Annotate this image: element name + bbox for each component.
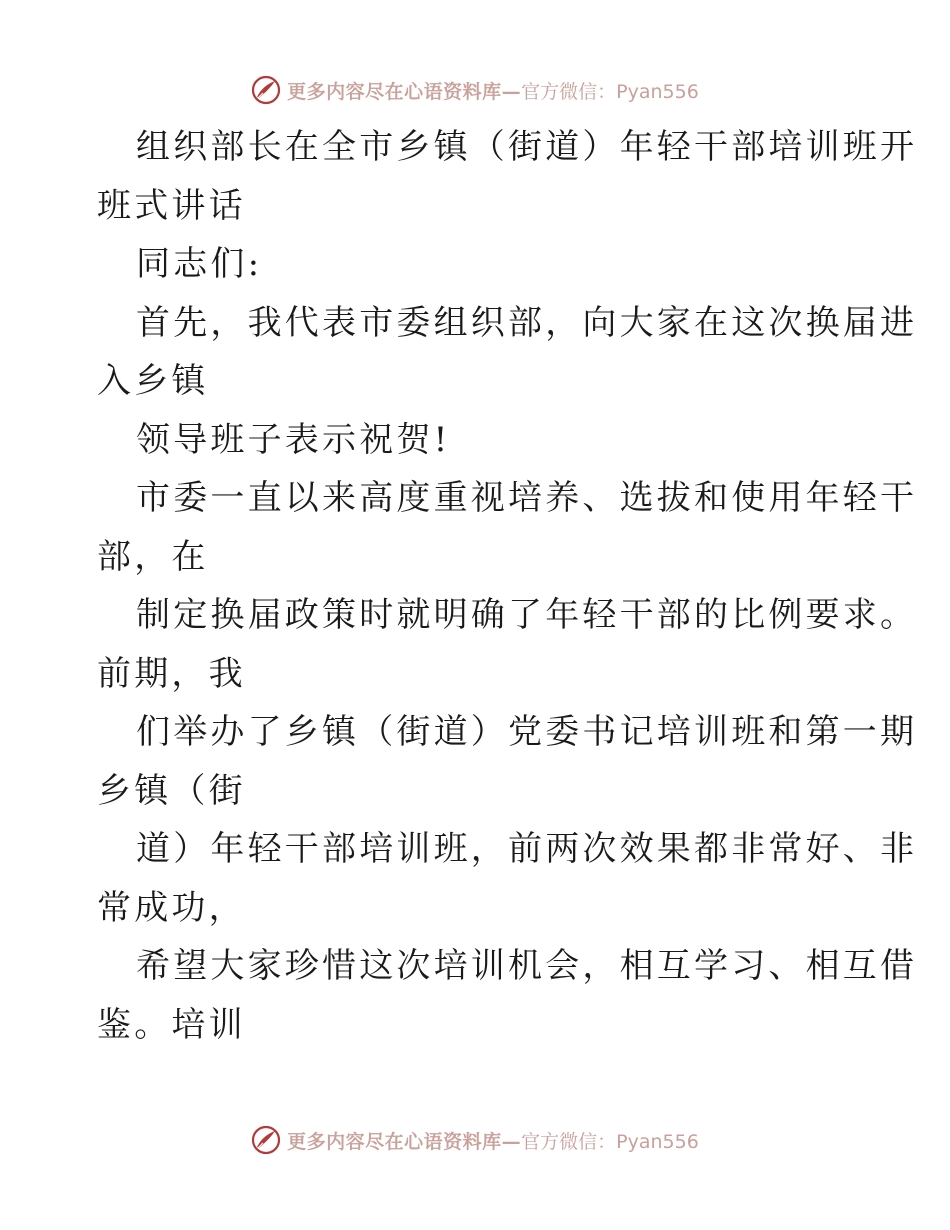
wechat-id-text: 官方微信：Pyan556 <box>521 1130 699 1153</box>
quill-pen-logo-icon <box>251 1125 281 1155</box>
text-line: 同志们: <box>136 244 263 284</box>
text-line: 常成功， <box>97 887 246 928</box>
text-line: 部，在 <box>97 536 209 577</box>
promo-text: 更多内容尽在心语资料库— <box>287 1130 522 1153</box>
text-line: 入乡镇 <box>97 361 209 401</box>
document-body <box>97 118 918 1054</box>
text-line: 首先，我代表市委组织部，向大家在这次换届进 <box>136 302 918 343</box>
text-line: 领导班子表示祝贺! <box>136 419 451 460</box>
text-line: 前期，我 <box>97 653 246 694</box>
text-line: 班式讲话 <box>97 185 246 226</box>
text-line: 希望大家珍惜这次培训机会，相互学习、相互借 <box>136 946 918 986</box>
promo-text: 更多内容尽在心语资料库— <box>287 80 522 103</box>
text-line: 道）年轻干部培训班，前两次效果都非常好、非 <box>136 829 918 869</box>
text-line: 市委一直以来高度重视培养、选拔和使用年轻干 <box>136 478 918 518</box>
text-line: 鉴。培训 <box>97 1004 246 1045</box>
quill-pen-logo-icon <box>251 75 281 105</box>
wechat-id-text: 官方微信：Pyan556 <box>521 80 699 103</box>
text-line: 组织部长在全市乡镇（街道）年轻干部培训班开 <box>136 127 918 167</box>
footer-banner <box>0 1120 950 1160</box>
header-banner <box>0 70 950 110</box>
text-line: 乡镇（街 <box>97 770 246 811</box>
text-line: 制定换届政策时就明确了年轻干部的比例要求。 <box>136 595 918 635</box>
text-line: 们举办了乡镇（街道）党委书记培训班和第一期 <box>136 712 918 752</box>
